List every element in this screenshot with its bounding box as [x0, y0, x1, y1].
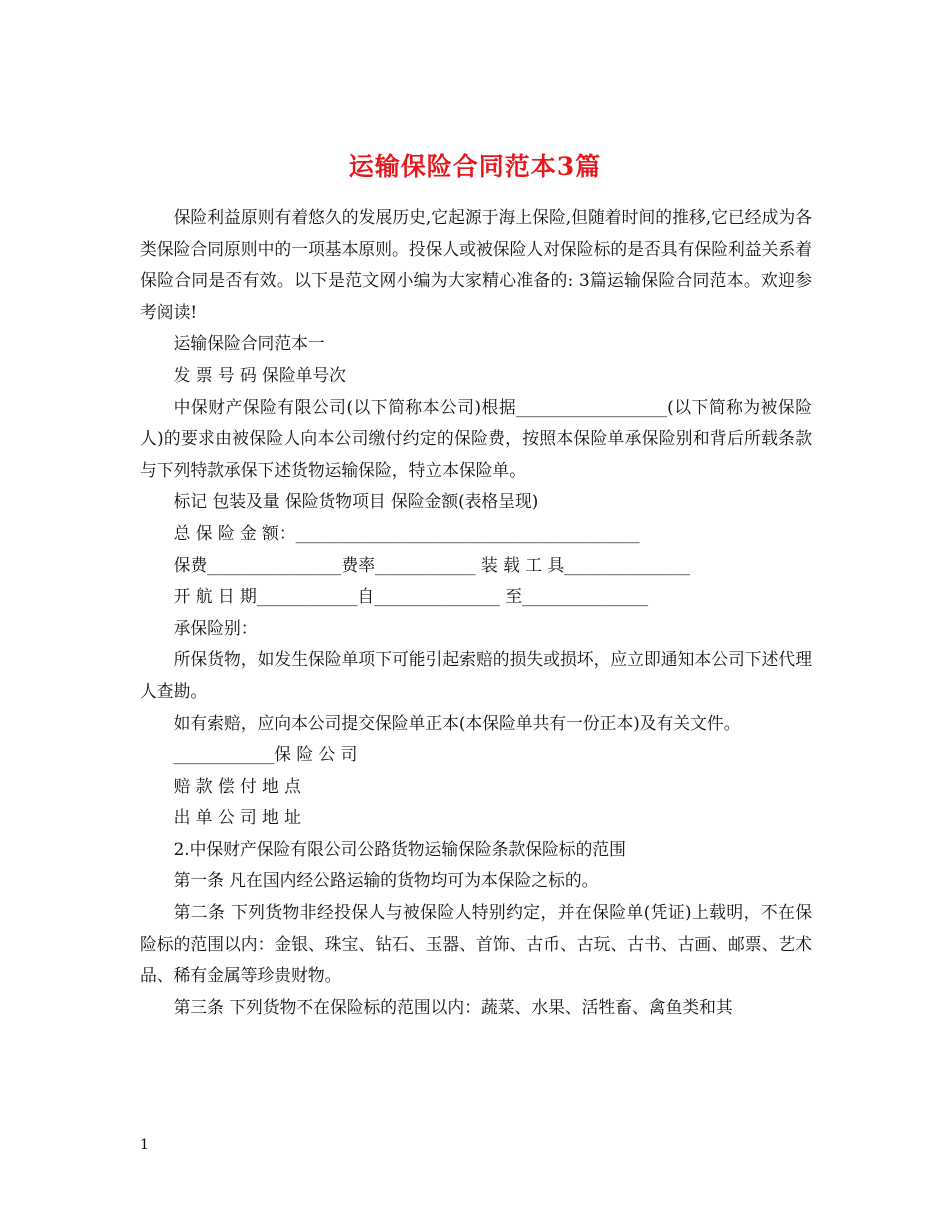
article-3: 第三条 下列货物不在保险标的范围以内：蔬菜、水果、活牲畜、禽鱼类和其 — [173, 996, 733, 1017]
coverage-line: 承保险别： — [173, 617, 258, 638]
article-2: 第二条 下列货物非经投保人与被保险人特别约定，并在保险单(凭证)上载明，不在保险标的范围以内：金银、珠宝、钻石、玉器、首饰、古币、古玩、古书、古画、邮票、艺术品、稀有金属等珍贵财物。 — [140, 902, 812, 986]
document-body — [140, 202, 812, 1023]
premium-line: 保费________________费率____________ 装 载 工 具_______________ — [173, 554, 690, 575]
intro-paragraph: 保险利益原则有着悠久的发展历史,它起源于海上保险,但随着时间的推移,它已经成为各类保险合同原则中的一项基本原则。投保人或被保险人对保险标的是否具有保险利益关系着保险合同是否有效。以下是范文网小编为大家精心准备的: 3篇运输保险合同范本。欢迎参考阅读! — [140, 207, 812, 322]
notice-paragraph: 所保货物，如发生保险单项下可能引起索赔的损失或损坏，应立即通知本公司下述代理人查勘。 — [140, 649, 812, 701]
article-1: 第一条 凡在国内经公路运输的货物均可为本保险之标的。 — [173, 870, 599, 891]
sailing-date-line: 开 航 日 期____________自_______________ 至_______________ — [173, 586, 649, 607]
page-number: 1 — [140, 1137, 149, 1153]
total-amount-line: 总 保 险 金 额：_________________________________________ — [173, 522, 640, 543]
payment-place-line: 赔 款 偿 付 地 点 — [173, 775, 301, 796]
issuer-address-line: 出 单 公 司 地 址 — [173, 807, 301, 828]
invoice-line: 发 票 号 码 保险单号次 — [173, 364, 346, 385]
document-title: 运输保险合同范本3篇 — [348, 151, 602, 181]
insurer-line: ____________保 险 公 司 — [173, 744, 358, 765]
contract-paragraph: 中保财产保险有限公司(以下简称本公司)根据__________________(以下简称为被保险人)的要求由被保险人向本公司缴付约定的保险费，按照本保险单承保险别和背后所载条款与下列特款承保下述货物运输保险，特立本保险单。 — [140, 396, 812, 480]
clause-heading: 2.中保财产保险有限公司公路货物运输保险条款保险标的范围 — [173, 838, 626, 859]
table-header-line: 标记 包装及量 保险货物项目 保险金额(表格呈现) — [173, 491, 539, 512]
claim-paragraph: 如有索赔，应向本公司提交保险单正本(本保险单共有一份正本)及有关文件。 — [173, 712, 741, 733]
section-heading: 运输保险合同范本一 — [173, 333, 325, 354]
